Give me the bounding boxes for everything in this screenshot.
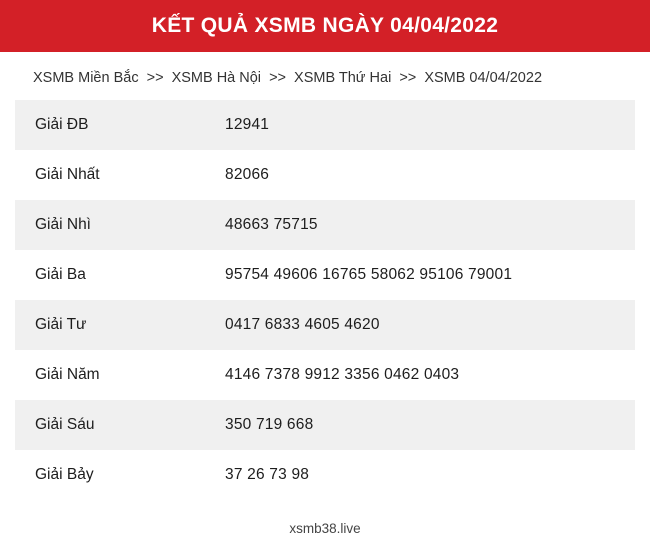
breadcrumb-separator-2: >>	[399, 70, 417, 86]
table-row	[15, 350, 635, 400]
results-table	[15, 100, 635, 500]
prize-label: Giải Nhất	[35, 166, 100, 183]
breadcrumb-item-3[interactable]: XSMB 04/04/2022	[424, 70, 543, 86]
table-row	[15, 200, 635, 250]
page-header	[0, 0, 650, 52]
prize-numbers: 12941	[225, 116, 270, 133]
prize-label: Giải Năm	[35, 366, 100, 383]
table-row	[15, 100, 635, 150]
breadcrumb-separator-1: >>	[269, 70, 286, 86]
page-title: KẾT QUẢ XSMB NGÀY 04/04/2022	[151, 14, 499, 37]
prize-label: Giải Nhì	[35, 216, 91, 233]
prize-numbers: 0417 6833 4605 4620	[225, 316, 380, 333]
table-row	[15, 250, 635, 300]
prize-numbers: 37 26 73 98	[225, 466, 310, 483]
prize-numbers: 4146 7378 9912 3356 0462 0403	[225, 366, 460, 383]
table-row	[15, 450, 635, 500]
footer-site-name: xsmb38.live	[289, 521, 361, 536]
table-row	[15, 300, 635, 350]
table-row	[15, 150, 635, 200]
prize-numbers: 48663 75715	[225, 216, 318, 233]
breadcrumb-item-2[interactable]: XSMB Thứ Hai	[294, 70, 392, 86]
prize-label: Giải Ba	[35, 266, 86, 283]
table-row	[15, 400, 635, 450]
breadcrumb-separator-0: >>	[146, 70, 164, 86]
prize-label: Giải Tư	[35, 316, 87, 333]
prize-label: Giải Bảy	[35, 466, 94, 483]
prize-numbers: 350 719 668	[225, 416, 314, 433]
prize-numbers: 95754 49606 16765 58062 95106 79001	[225, 266, 513, 283]
breadcrumb-item-1[interactable]: XSMB Hà Nội	[171, 70, 262, 86]
prize-label: Giải ĐB	[35, 116, 89, 133]
prize-label: Giải Sáu	[35, 416, 95, 433]
breadcrumb-item-0[interactable]: XSMB Miền Bắc	[33, 70, 139, 86]
breadcrumb	[0, 52, 650, 100]
prize-numbers: 82066	[225, 166, 270, 183]
